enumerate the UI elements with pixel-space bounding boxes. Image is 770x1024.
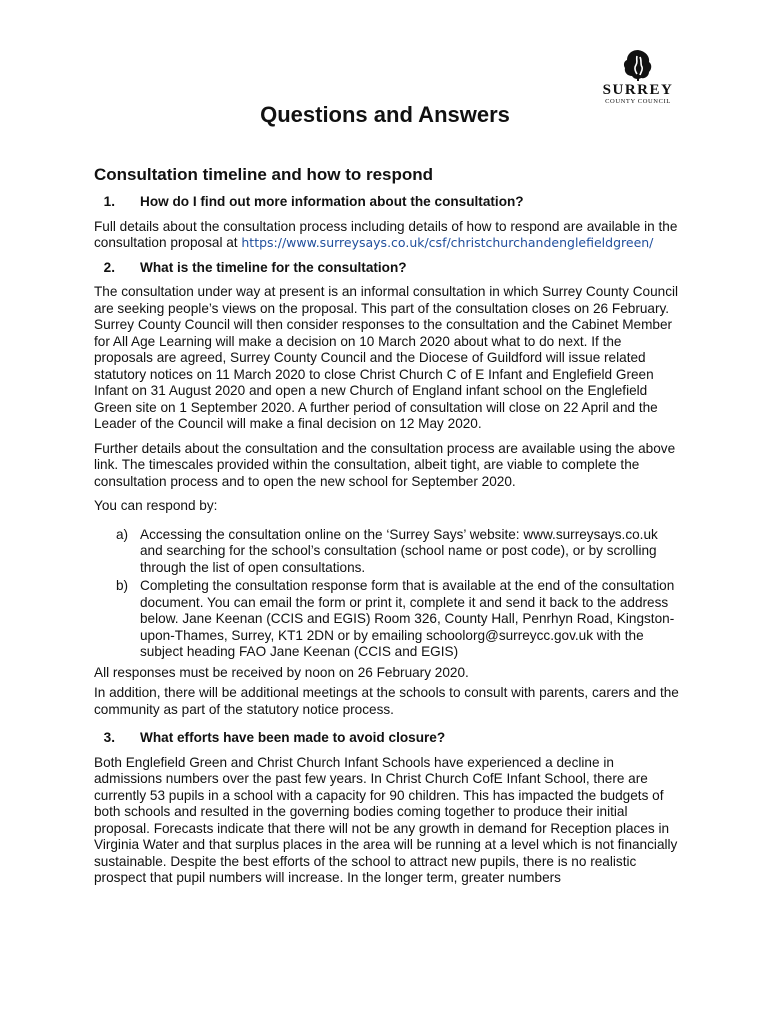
- oak-leaf-icon: [622, 48, 654, 82]
- answer-2-paragraph-1: The consultation under way at present is an informal consultation in which Surrey County Council are seeking people’s views on the proposal. This part of the consultation closes on 26 February. Surrey County Council will then consider responses to the consultation and the Cabinet Member for All Age Learning will make a decision on 10 March 2020 about what to do next. If the proposals are agreed, Surrey County Council and the Diocese of Guildford will issue related statutory notices on 11 March 2020 to close Christ Church C of E Infant and Englefield Green Infant on 31 August 2020 and open a new Church of England infant school on the Englefield Green site on 1 September 2020. A further period of consultation will close on 22 April and the Leader of the Council will make a final decision on 12 May 2020.: [94, 284, 679, 431]
- question-number: 2.: [103, 259, 115, 275]
- question-text: What efforts have been made to avoid closure?: [140, 730, 446, 745]
- answer-2-paragraph-3: You can respond by:: [94, 498, 218, 513]
- surrey-county-council-logo: [596, 48, 680, 106]
- question-1: [94, 194, 684, 211]
- question-text: What is the timeline for the consultation?: [140, 259, 407, 275]
- question-number: 1.: [103, 194, 115, 209]
- answer-2-paragraph-4: All responses must be received by noon on 26 February 2020.: [94, 664, 469, 680]
- logo-subtitle: COUNTY COUNCIL: [605, 98, 671, 105]
- question-text: How do I find out more information about the consultation?: [140, 194, 524, 209]
- list-item: [94, 578, 684, 661]
- answer-1-text: Full details about the consultation process including details of how to respond are available in the consultation proposal at: [94, 218, 678, 250]
- consultation-link[interactable]: https://www.surreysays.co.uk/csf/christchurchandenglefieldgreen/: [241, 235, 654, 250]
- respond-options-list: [94, 527, 684, 661]
- logo-name: SURREY: [602, 82, 674, 98]
- question-number: 3.: [103, 730, 115, 745]
- question-3: [94, 730, 684, 747]
- answer-3-paragraph-1: Both Englefield Green and Christ Church Infant Schools have experienced a decline in admissions numbers over the past few years. In Christ Church CofE Infant School, there are currently 53 pupils in a school with a capacity for 90 children. This has impacted the budgets of both schools and resulted in the governing bodies coming together to produce their initial proposal. Forecasts indicate that there will not be any growth in demand for Reception places in Virginia Water and that surplus places in the area will be running at a level which is not financially sustainable. Despite the best efforts of the school to attract new pupils, there is no realistic prospect that pupil numbers will increase. In the longer term, greater numbers: [94, 754, 678, 885]
- list-item: [94, 527, 684, 577]
- list-item-text: Completing the consultation response form that is available at the end of the consultation document. You can email the form or print it, complete it and send it back to the address below. Jane Keenan (CCIS and EGIS) Room 326, County Hall, Penrhyn Road, Kingston-upon-Thames, Surrey, KT1 2DN or by emailing schoolorg@surreycc.gov.uk with the subject heading FAO Jane Keenan (CCIS and EGIS): [140, 578, 675, 659]
- document-body: [94, 163, 684, 895]
- answer-1: [94, 219, 684, 252]
- list-marker: a): [116, 526, 129, 542]
- answer-2-paragraph-2: Further details about the consultation and the consultation process are available using the above link. The timescales provided within the consultation, albeit tight, are viable to complete the consultation process and to open the new school for September 2020.: [94, 440, 676, 489]
- page-title: Questions and Answers: [260, 102, 510, 127]
- list-item-text: Accessing the consultation online on the ‘Surrey Says’ website: www.surreysays.co.uk and searching for the school’s consultation (school name or post code), or by scrolling through the list of open consultations.: [140, 526, 658, 575]
- question-2: [94, 260, 684, 277]
- answer-2-paragraph-5: In addition, there will be additional meetings at the schools to consult with parents, carers and the community as part of the statutory notice process.: [94, 685, 679, 717]
- list-marker: b): [116, 578, 129, 593]
- section-heading: Consultation timeline and how to respond: [94, 165, 434, 184]
